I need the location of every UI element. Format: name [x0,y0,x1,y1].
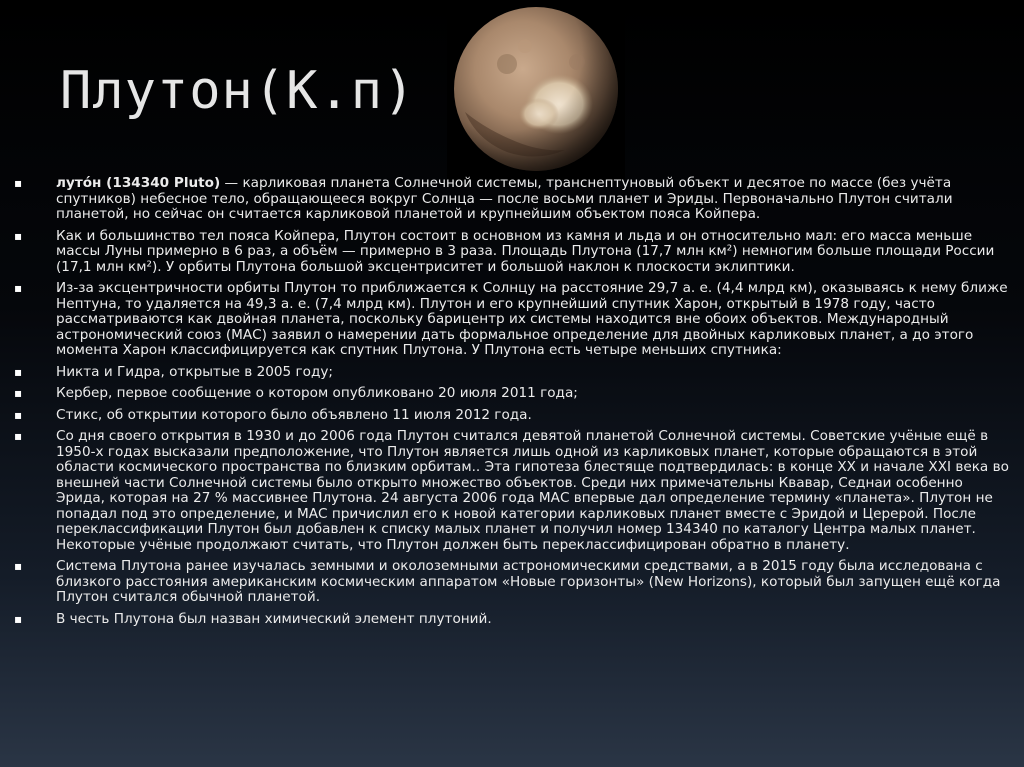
list-item [14,429,1010,553]
item-text: Никта и Гидра, открытые в 2005 году; [56,363,333,380]
item-text: Из-за эксцентричности орбиты Плутон то приближается к Солнцу на расстояние 29,7 а. е. (4,4 млрд км), оказываясь к нему ближе Нептуна, то удаляется на 49,3 а. е. (7,4 млрд км). Плутон и его крупнейший спутник Харон, открытый в 1978 году, часто рассматриваются как двойная планета, поскольку барицентр их системы находится вне обоих объектов. Международный астрономический союз (МАС) заявил о намерении дать формальное определение для двойных карликовых планет, а до этого момента Харон классифицируется как спутник Плутона. У Плутона есть четыре меньших спутника: [56,280,1008,358]
item-text: Со дня своего открытия в 1930 и до 2006 года Плутон считался девятой планетой Солнечной системы. Советские учёные ещё в 1950-х годах высказали предположение, что Плутон является лишь одной из карликовых планет, которые обращаются в этой области космического пространства по близким орбитам.. Эта гипотеза блестяще подтвердилась: в конце XX и начале XXI века во внешней части Солнечной системы было открыто множество объектов. Среди них примечательны Квавар, Седнаи особенно Эрида, которая на 27 % массивнее Плутона. 24 августа 2006 года МАС впервые дал определение термину «планета». Плутон не попадал под это определение, и МАС причислил его к новой категории карликовых планет вместе с Эридой и Церерой. После переклассификации Плутон был добавлен к списку малых планет и получил номер 134340 по каталогу Центра малых планет. Некоторые учёные продолжают считать, что Плутон должен быть переклассифицирован обратно в планету. [56,428,1009,553]
bullet-icon: ▪ [14,559,23,573]
item-text: Как и большинство тел пояса Койпера, Плутон состоит в основном из камня и льда и он относительно мал: его масса меньше массы Луны примерно в 6 раз, а объём — примерно в 3 раза. Площадь Плутона (17,7 млн км²) немногим больше площади России (17,1 млн км²). У орбиты Плутона большой эксцентриситет и большой наклон к плоскости эклиптики. [56,227,995,275]
list-item [14,559,1010,606]
list-item [14,386,1010,402]
bullet-icon: ▪ [14,429,23,443]
item-text: Система Плутона ранее изучалась земными и околоземными астрономическими средствами, а в 2015 году была исследована с близкого расстояния американским космическим аппаратом «Новые горизонты» (New Horizons), который был запущен ещё когда Плутон считался обычной планетой. [56,558,1001,605]
item-text: Кербер, первое сообщение о котором опубликовано 20 июля 2011 года; [56,385,578,401]
item-text: — карликовая планета Солнечной системы, транснептуновый объект и десятое по массе (без учёта спутников) небесное тело, обращающееся вокруг Солнца — после восьми планет и Эриды. Первоначально Плутон считали планетой, но сейчас он считается карликовой планетой и крупнейшим объектом пояса Койпера. [56,175,953,222]
bullet-icon: ▪ [14,176,23,190]
slide-title: Плутон(К.п) [60,61,416,121]
list-item [14,612,1010,628]
list-item [14,176,1010,223]
list-item [14,408,1010,424]
list-item [14,229,1010,276]
bullet-icon: ▪ [14,611,23,626]
bullet-icon: ▪ [14,281,23,295]
pluto-planet-icon [447,2,625,180]
bullet-list [14,176,1010,633]
bullet-icon: ▪ [14,407,23,422]
item-text: Стикс, об открытии которого было объявлено 11 июля 2012 года. [56,406,532,423]
bullet-icon: ▪ [14,386,23,400]
pluto-planet-image [447,2,625,180]
bullet-icon: ▪ [14,364,23,379]
list-item [14,365,1010,381]
bullet-icon: ▪ [14,228,23,243]
item-lead: луто́н (134340 Pluto) [56,175,221,191]
list-item [14,281,1010,359]
item-text: В честь Плутона был назван химический элемент плутоний. [56,610,492,627]
